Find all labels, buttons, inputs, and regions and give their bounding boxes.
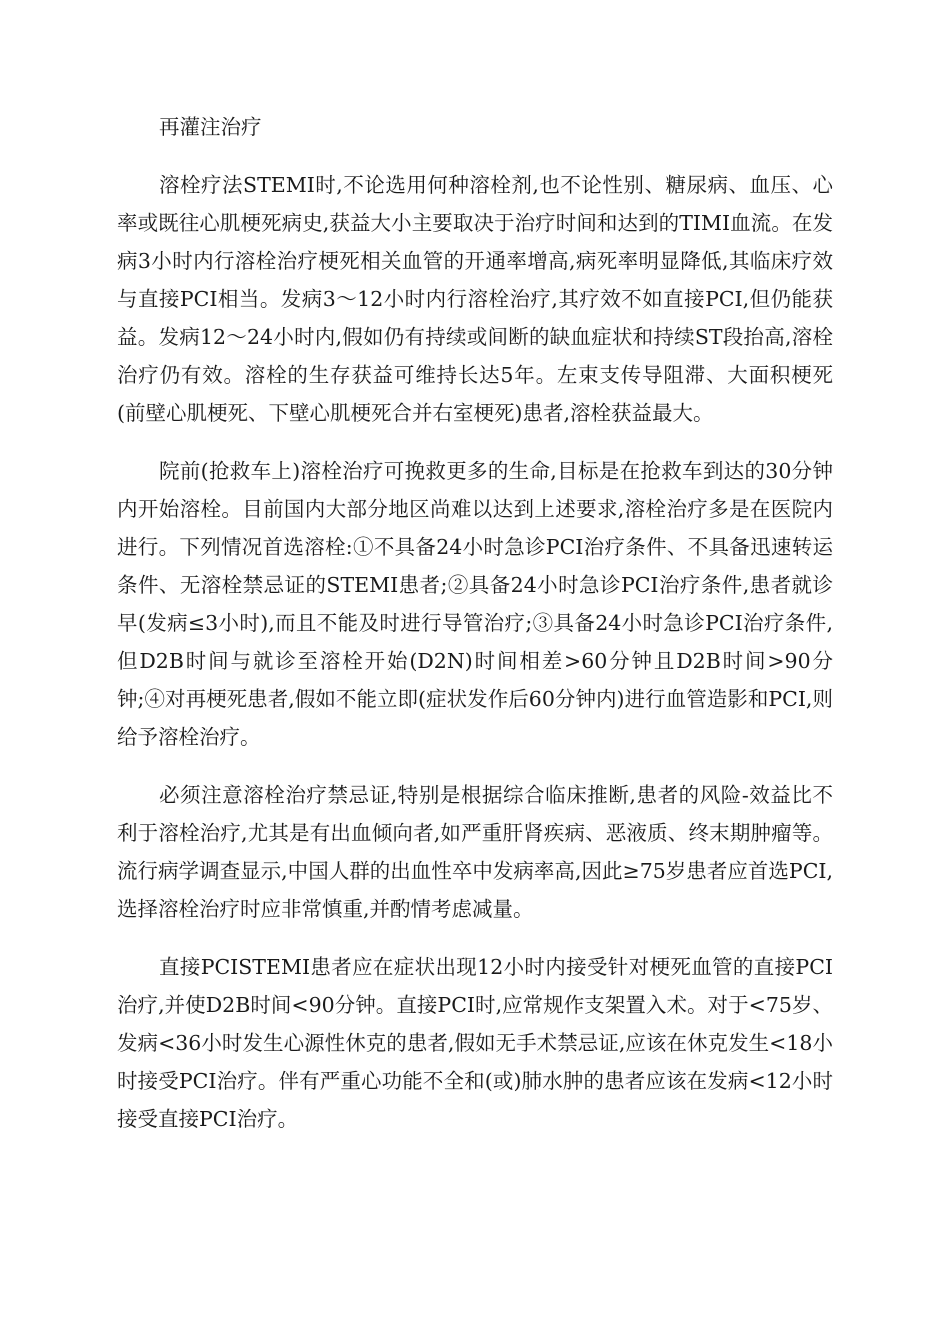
document-body [117,108,833,1158]
paragraph-direct-pci: 直接PCISTEMI患者应在症状出现12小时内接受针对梗死血管的直接PCI治疗,并使D2B时间<90分钟。直接PCI时,应常规作支架置入术。对于<75岁、发病<36小时发生心源性休克的患者,假如无手术禁忌证,应该在休克发生<18小时接受PCI治疗。伴有严重心功能不全和(或)肺水肿的患者应该在发病<12小时接受直接PCI治疗。 [117,955,833,1131]
paragraph-thrombolysis-overview: 溶栓疗法STEMI时,不论选用何种溶栓剂,也不论性别、糖尿病、血压、心率或既往心肌梗死病史,获益大小主要取决于治疗时间和达到的TIMI血流。在发病3小时内行溶栓治疗梗死相关血管的开通率增高,病死率明显降低,其临床疗效与直接PCI相当。发病3～12小时内行溶栓治疗,其疗效不如直接PCI,但仍能获益。发病12～24小时内,假如仍有持续或间断的缺血症状和持续ST段抬高,溶栓治疗仍有效。溶栓的生存获益可维持长达5年。左束支传导阻滞、大面积梗死(前壁心肌梗死、下壁心肌梗死合并右室梗死)患者,溶栓获益最大。 [117,173,833,425]
section-heading: 再灌注治疗 [159,115,262,139]
paragraph-contraindications: 必须注意溶栓治疗禁忌证,特别是根据综合临床推断,患者的风险-效益比不利于溶栓治疗,尤其是有出血倾向者,如严重肝肾疾病、恶液质、终末期肿瘤等。流行病学调查显示,中国人群的出血性卒中发病率高,因此≥75岁患者应首选PCI,选择溶栓治疗时应非常慎重,并酌情考虑减量。 [117,783,833,921]
paragraph-prehospital-thrombolysis: 院前(抢救车上)溶栓治疗可挽救更多的生命,目标是在抢救车到达的30分钟内开始溶栓。目前国内大部分地区尚难以达到上述要求,溶栓治疗多是在医院内进行。下列情况首选溶栓:①不具备24小时急诊PCI治疗条件、不具备迅速转运条件、无溶栓禁忌证的STEMI患者;②具备24小时急诊PCI治疗条件,患者就诊早(发病≤3小时),而且不能及时进行导管治疗;③具备24小时急诊PCI治疗条件,但D2B时间与就诊至溶栓开始(D2N)时间相差>60分钟且D2B时间>90分钟;④对再梗死患者,假如不能立即(症状发作后60分钟内)进行血管造影和PCI,则给予溶栓治疗。 [117,459,833,749]
